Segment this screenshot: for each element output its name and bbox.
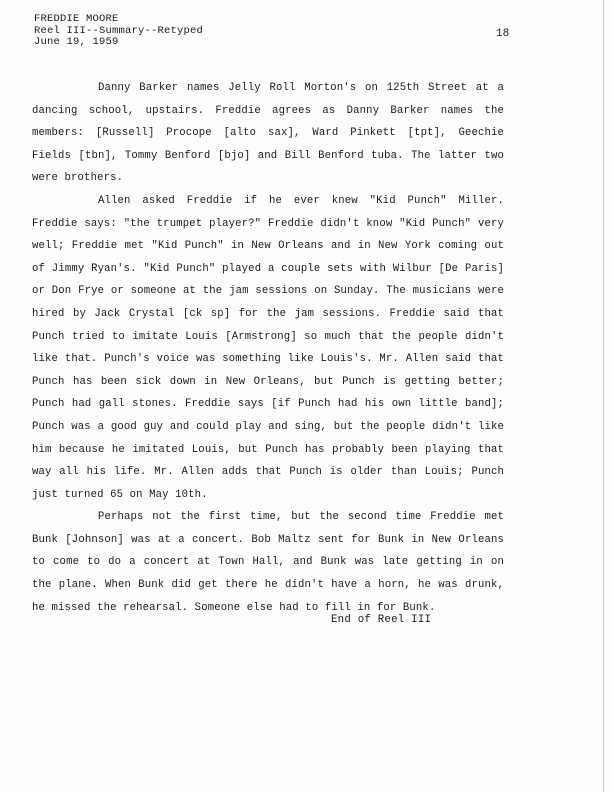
- paragraph-3: Perhaps not the first time, but the second time Freddie met Bunk [Johnson] was at a concert. Bob Maltz sent for Bunk in New Orleans to come to do a concert at Town Hall, and Bunk was late getting in on the plane. When Bunk did get there he didn't have a horn, he was drunk, he missed the rehearsal. Someone else had to fill in for Bunk.: [32, 511, 504, 614]
- page-edge-shadow: [603, 0, 604, 792]
- document-header: [34, 14, 203, 49]
- interview-date: June 19, 1959: [34, 36, 119, 48]
- reel-label: Reel III--Summary--Retyped: [34, 24, 204, 37]
- paragraph-2: Allen asked Freddie if he ever knew "Kid Punch" Miller. Freddie says: "the trumpet player?" Freddie didn't know "Kid Punch" very well; Freddie met "Kid Punch" in New Orleans and in New York coming out of Jimmy Ryan's. "Kid Punch" played a couple sets with Wilbur [De Paris] or Don Frye or someone at the jam sessions on Sunday. The musicians were hired by Jack Crystal [ck sp] for the jam sessions. Freddie said that Punch tried to imitate Louis [Armstrong] so much that the people didn't like that. Punch's voice was something like Louis's. Mr. Allen said that Punch has been sick down in New Orleans, but Punch is getting better; Punch had gall stones. Freddie says [if Punch had his own little band]; Punch was a good guy and could play and sing, but the people didn't like him because he imitated Louis, but Punch has probably been playing that way all his life. Mr. Allen adds that Punch is older than Louis; Punch just turned 65 on May 10th.: [32, 194, 504, 501]
- end-of-reel-note: End of Reel III: [331, 614, 432, 626]
- interviewee-name: FREDDIE MOORE: [34, 13, 119, 25]
- document-body: [32, 77, 504, 619]
- paragraph-1: Danny Barker names Jelly Roll Morton's on 125th Street at a dancing school, upstairs. Freddie agrees as Danny Barker names the members: [Russell] Procope [alto sax], Ward Pinkett [tpt], Geechie Fields [tbn], Tommy Benford [bjo] and Bill Benford tuba. The latter two were brothers.: [32, 82, 504, 185]
- page-number: 18: [496, 28, 510, 40]
